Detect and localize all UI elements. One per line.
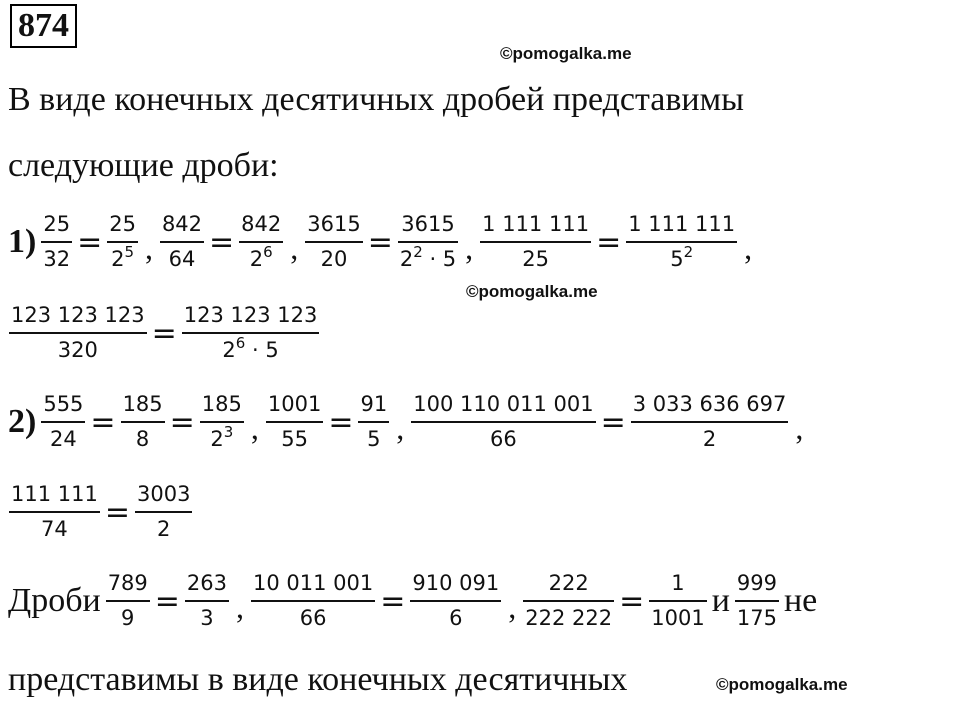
fraction: $\frac{185}{2^3}$ xyxy=(201,392,242,451)
comma: , xyxy=(744,229,753,266)
conclusion-line-1 xyxy=(8,571,821,631)
fraction: $\frac{555}{24}$ xyxy=(43,392,84,451)
fraction: $\frac{789}{9}$ xyxy=(107,571,148,630)
fraction: $\frac{842}{64}$ xyxy=(161,212,203,271)
part1-label: 1) xyxy=(8,223,37,260)
fraction: $\frac{842}{2^6}$ xyxy=(241,212,282,271)
fraction: $\frac{185}{8}$ xyxy=(122,392,163,451)
fraction: $\frac{3003}{2}$ xyxy=(136,482,191,541)
fraction: $\frac{222}{222 222}$ xyxy=(525,571,613,630)
part1-line-a xyxy=(8,212,758,272)
watermark: ©pomogalka.me xyxy=(716,675,848,694)
equals-sign: = xyxy=(151,315,177,351)
comma: , xyxy=(795,409,804,446)
fraction: $\frac{25}{2^5}$ xyxy=(109,212,136,271)
fraction: $\frac{100 110 011 001}{66}$ xyxy=(413,392,594,451)
problem-number: 874 xyxy=(10,4,77,48)
fraction: $\frac{3615}{2^2 \cdot 5}$ xyxy=(399,212,457,271)
equals-sign: = xyxy=(367,224,393,260)
intro-line-1: В виде конечных десятичных дробей представимы xyxy=(8,81,744,118)
equals-sign: = xyxy=(90,404,116,440)
fraction: $\frac{123 123 123}{320}$ xyxy=(11,303,145,362)
fraction: $\frac{10 011 001}{66}$ xyxy=(253,571,374,630)
fraction: $\frac{910 091}{6}$ xyxy=(412,571,500,630)
part2-line-b xyxy=(8,482,193,542)
fraction: $\frac{123 123 123}{2^6 \cdot 5}$ xyxy=(183,303,318,362)
fraction: $\frac{999}{175}$ xyxy=(736,571,777,630)
fraction: $\frac{111 111}{74}$ xyxy=(11,482,98,541)
word-and: и xyxy=(711,582,730,619)
fraction: $\frac{1001}{55}$ xyxy=(267,392,322,451)
comma: , xyxy=(290,229,299,266)
fraction: $\frac{1 111 111}{25}$ xyxy=(482,212,590,271)
fraction: $\frac{1}{1001}$ xyxy=(651,571,705,630)
comma: , xyxy=(144,229,153,266)
equals-sign: = xyxy=(169,404,195,440)
watermark: ©pomogalka.me xyxy=(466,282,598,301)
comma: , xyxy=(250,409,259,446)
comma: , xyxy=(396,409,405,446)
fraction: $\frac{263}{3}$ xyxy=(186,571,228,630)
equals-sign: = xyxy=(104,494,130,530)
fraction: $\frac{1 111 111}{5^2}$ xyxy=(628,212,736,271)
watermark: ©pomogalka.me xyxy=(500,44,632,63)
fraction: $\frac{3615}{20}$ xyxy=(307,212,361,271)
fraction: $\frac{91}{5}$ xyxy=(360,392,388,451)
equals-sign: = xyxy=(77,224,103,260)
part1-line-b xyxy=(8,303,320,363)
word-drobi: Дроби xyxy=(8,582,101,619)
intro-line-2: следующие дроби: xyxy=(8,147,279,184)
equals-sign: = xyxy=(154,583,180,619)
equals-sign: = xyxy=(380,583,406,619)
equals-sign: = xyxy=(596,224,622,260)
comma: , xyxy=(465,229,474,266)
fraction: $\frac{3 033 636 697}{2}$ xyxy=(632,392,787,451)
fraction: $\frac{25}{32}$ xyxy=(43,212,71,271)
conclusion-line-2: представимы в виде конечных десятичных xyxy=(8,661,628,698)
equals-sign: = xyxy=(209,224,235,260)
comma: , xyxy=(236,588,245,625)
equals-sign: = xyxy=(619,583,645,619)
part2-label: 2) xyxy=(8,403,37,440)
comma: , xyxy=(508,588,517,625)
part2-line-a xyxy=(8,392,809,452)
equals-sign: = xyxy=(328,404,354,440)
word-ne: не xyxy=(783,582,818,619)
equals-sign: = xyxy=(600,404,626,440)
